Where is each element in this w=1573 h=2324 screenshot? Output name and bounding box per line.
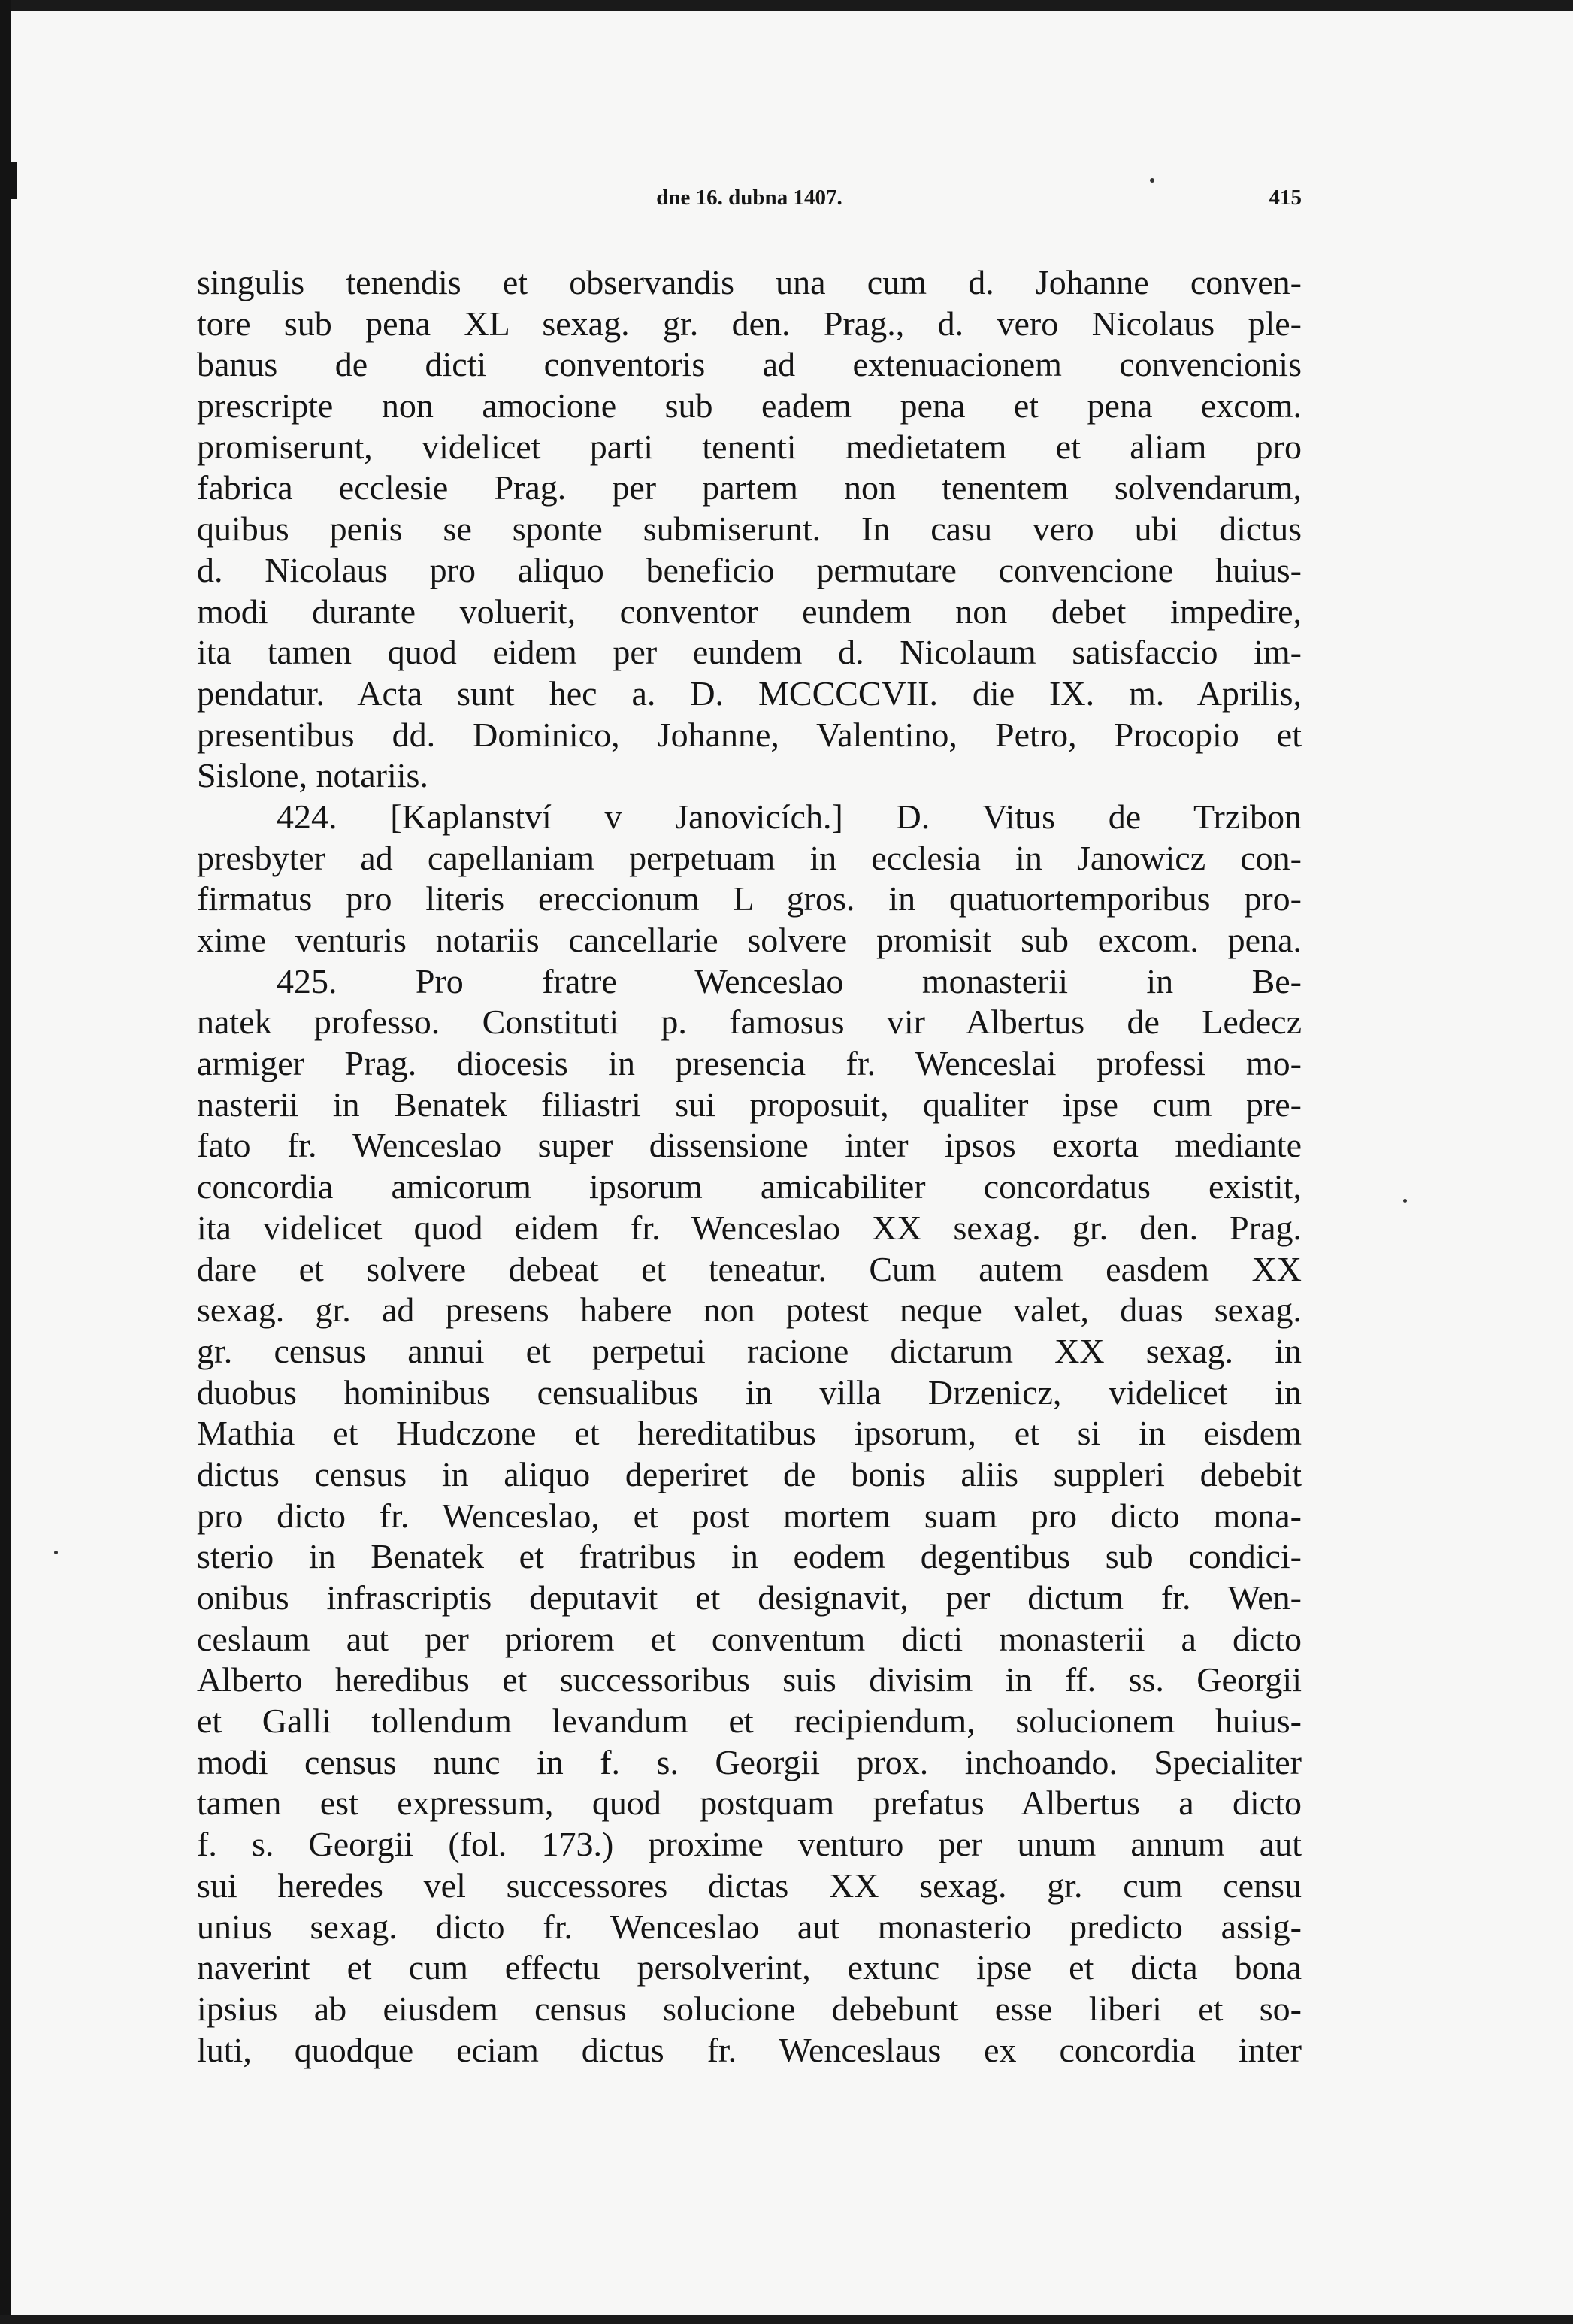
text-line: quibus penis se sponte submiserunt. In casu vero ubi dictus	[197, 510, 1302, 549]
text-line: Sislone, notariis.	[197, 756, 428, 795]
text-line: armiger Prag. diocesis in presencia fr. Wenceslai professi mo-	[197, 1044, 1302, 1083]
text-line: sui heredes vel successores dictas XX sexag. gr. cum censu	[197, 1866, 1302, 1905]
text-line: sexag. gr. ad presens habere non potest neque valet, duas sexag.	[197, 1291, 1302, 1330]
text-line: banus de dicti conventoris ad extenuacionem convencionis	[197, 345, 1302, 384]
text-line: pendatur. Acta sunt hec a. D. MCCCCVII. die IX. m. Aprilis,	[197, 673, 1302, 713]
scan-edge-notch	[0, 162, 17, 199]
scan-edge-bottom	[0, 2315, 1573, 2324]
scan-speck	[1150, 178, 1154, 183]
text-line: dictus census in aliquo deperiret de bonis aliis suppleri debebit	[197, 1454, 1302, 1493]
text-line: luti, quodque eciam dictus fr. Wenceslaus ex concordia inter	[197, 2030, 1302, 2069]
scan-speck	[1403, 1199, 1407, 1203]
text-line: gr. census annui et perpetui racione dictarum XX sexag. in	[197, 1331, 1302, 1370]
scan-speck	[54, 1551, 58, 1554]
text-line: modi durante voluerit, conventor eundem non debet impedire,	[197, 592, 1302, 631]
text-line: xime venturis notariis cancellarie solvere promisit sub excom. pena.	[197, 921, 1302, 959]
text-line: pro dicto fr. Wenceslao, et post mortem suam pro dicto mona-	[197, 1496, 1302, 1535]
text-line: ita videlicet quod eidem fr. Wenceslao XX sexag. gr. den. Prag.	[197, 1208, 1302, 1247]
text-line: duobus hominibus censualibus in villa Drzenicz, videlicet in	[197, 1372, 1302, 1412]
body-text	[197, 262, 1302, 2071]
text-line: fabrica ecclesie Prag. per partem non tenentem solvendarum,	[197, 468, 1302, 507]
text-line: promiserunt, videlicet parti tenenti medietatem et aliam pro	[197, 427, 1302, 466]
scan-edge-left	[0, 0, 11, 2324]
text-line: nasterii in Benatek filiastri sui proposuit, qualiter ipse cum pre-	[197, 1085, 1302, 1124]
text-line: presbyter ad capellaniam perpetuam in ecclesia in Janowicz con-	[197, 838, 1302, 877]
text-line: singulis tenendis et observandis una cum d. Johanne conven-	[197, 263, 1302, 301]
text-line: et Galli tollendum levandum et recipiendum, solucionem huius-	[197, 1702, 1302, 1741]
text-line: onibus infrascriptis deputavit et designavit, per dictum fr. Wen-	[197, 1578, 1302, 1617]
text-line: dare et solvere debeat et teneatur. Cum autem easdem XX	[197, 1249, 1302, 1288]
text-line: ita tamen quod eidem per eundem d. Nicolaum satisfaccio im-	[197, 633, 1302, 672]
text-line: sterio in Benatek et fratribus in eodem degentibus sub condici-	[197, 1537, 1302, 1576]
text-line: unius sexag. dicto fr. Wenceslao aut monasterio predicto assig-	[197, 1907, 1302, 1946]
text-line: tamen est expressum, quod postquam prefatus Albertus a dicto	[197, 1784, 1302, 1823]
text-line: presentibus dd. Dominico, Johanne, Valentino, Petro, Procopio et	[197, 715, 1302, 754]
entry-425-heading-line: 425. Pro fratre Wenceslao monasterii in Be-	[277, 961, 1302, 1000]
running-head: dne 16. dubna 1407.	[656, 186, 842, 210]
page-number: 415	[1269, 186, 1302, 210]
text-line: Alberto heredibus et successoribus suis divisim in ff. ss. Georgii	[197, 1660, 1302, 1699]
text-line: naverint et cum effectu persolverint, extunc ipse et dicta bona	[197, 1948, 1302, 1987]
entry-424-heading-line: 424. [Kaplanství v Janovicích.] D. Vitus de Trzibon	[277, 797, 1302, 836]
text-line: modi census nunc in f. s. Georgii prox. inchoando. Specialiter	[197, 1742, 1302, 1781]
page-header	[197, 186, 1302, 216]
text-line: tore sub pena XL sexag. gr. den. Prag., d. vero Nicolaus ple-	[197, 304, 1302, 343]
text-line: Mathia et Hudczone et hereditatibus ipsorum, et si in eisdem	[197, 1414, 1302, 1453]
text-line: prescripte non amocione sub eadem pena et pena excom.	[197, 386, 1302, 425]
text-line: concordia amicorum ipsorum amicabiliter concordatus existit,	[197, 1167, 1302, 1206]
text-line: ceslaum aut per priorem et conventum dicti monasterii a dicto	[197, 1619, 1302, 1658]
text-line: fato fr. Wenceslao super dissensione inter ipsos exorta mediante	[197, 1126, 1302, 1165]
text-line: d. Nicolaus pro aliquo beneficio permutare convencione huius-	[197, 550, 1302, 589]
scan-edge-top	[0, 0, 1573, 11]
text-line: firmatus pro literis ereccionum L gros. in quatuortemporibus pro-	[197, 879, 1302, 918]
text-line: f. s. Georgii (fol. 173.) proxime venturo per unum annum aut	[197, 1825, 1302, 1864]
text-line: ipsius ab eiusdem census solucione debebunt esse liberi et so-	[197, 1989, 1302, 2028]
text-line: natek professo. Constituti p. famosus vir Albertus de Ledecz	[197, 1003, 1302, 1042]
